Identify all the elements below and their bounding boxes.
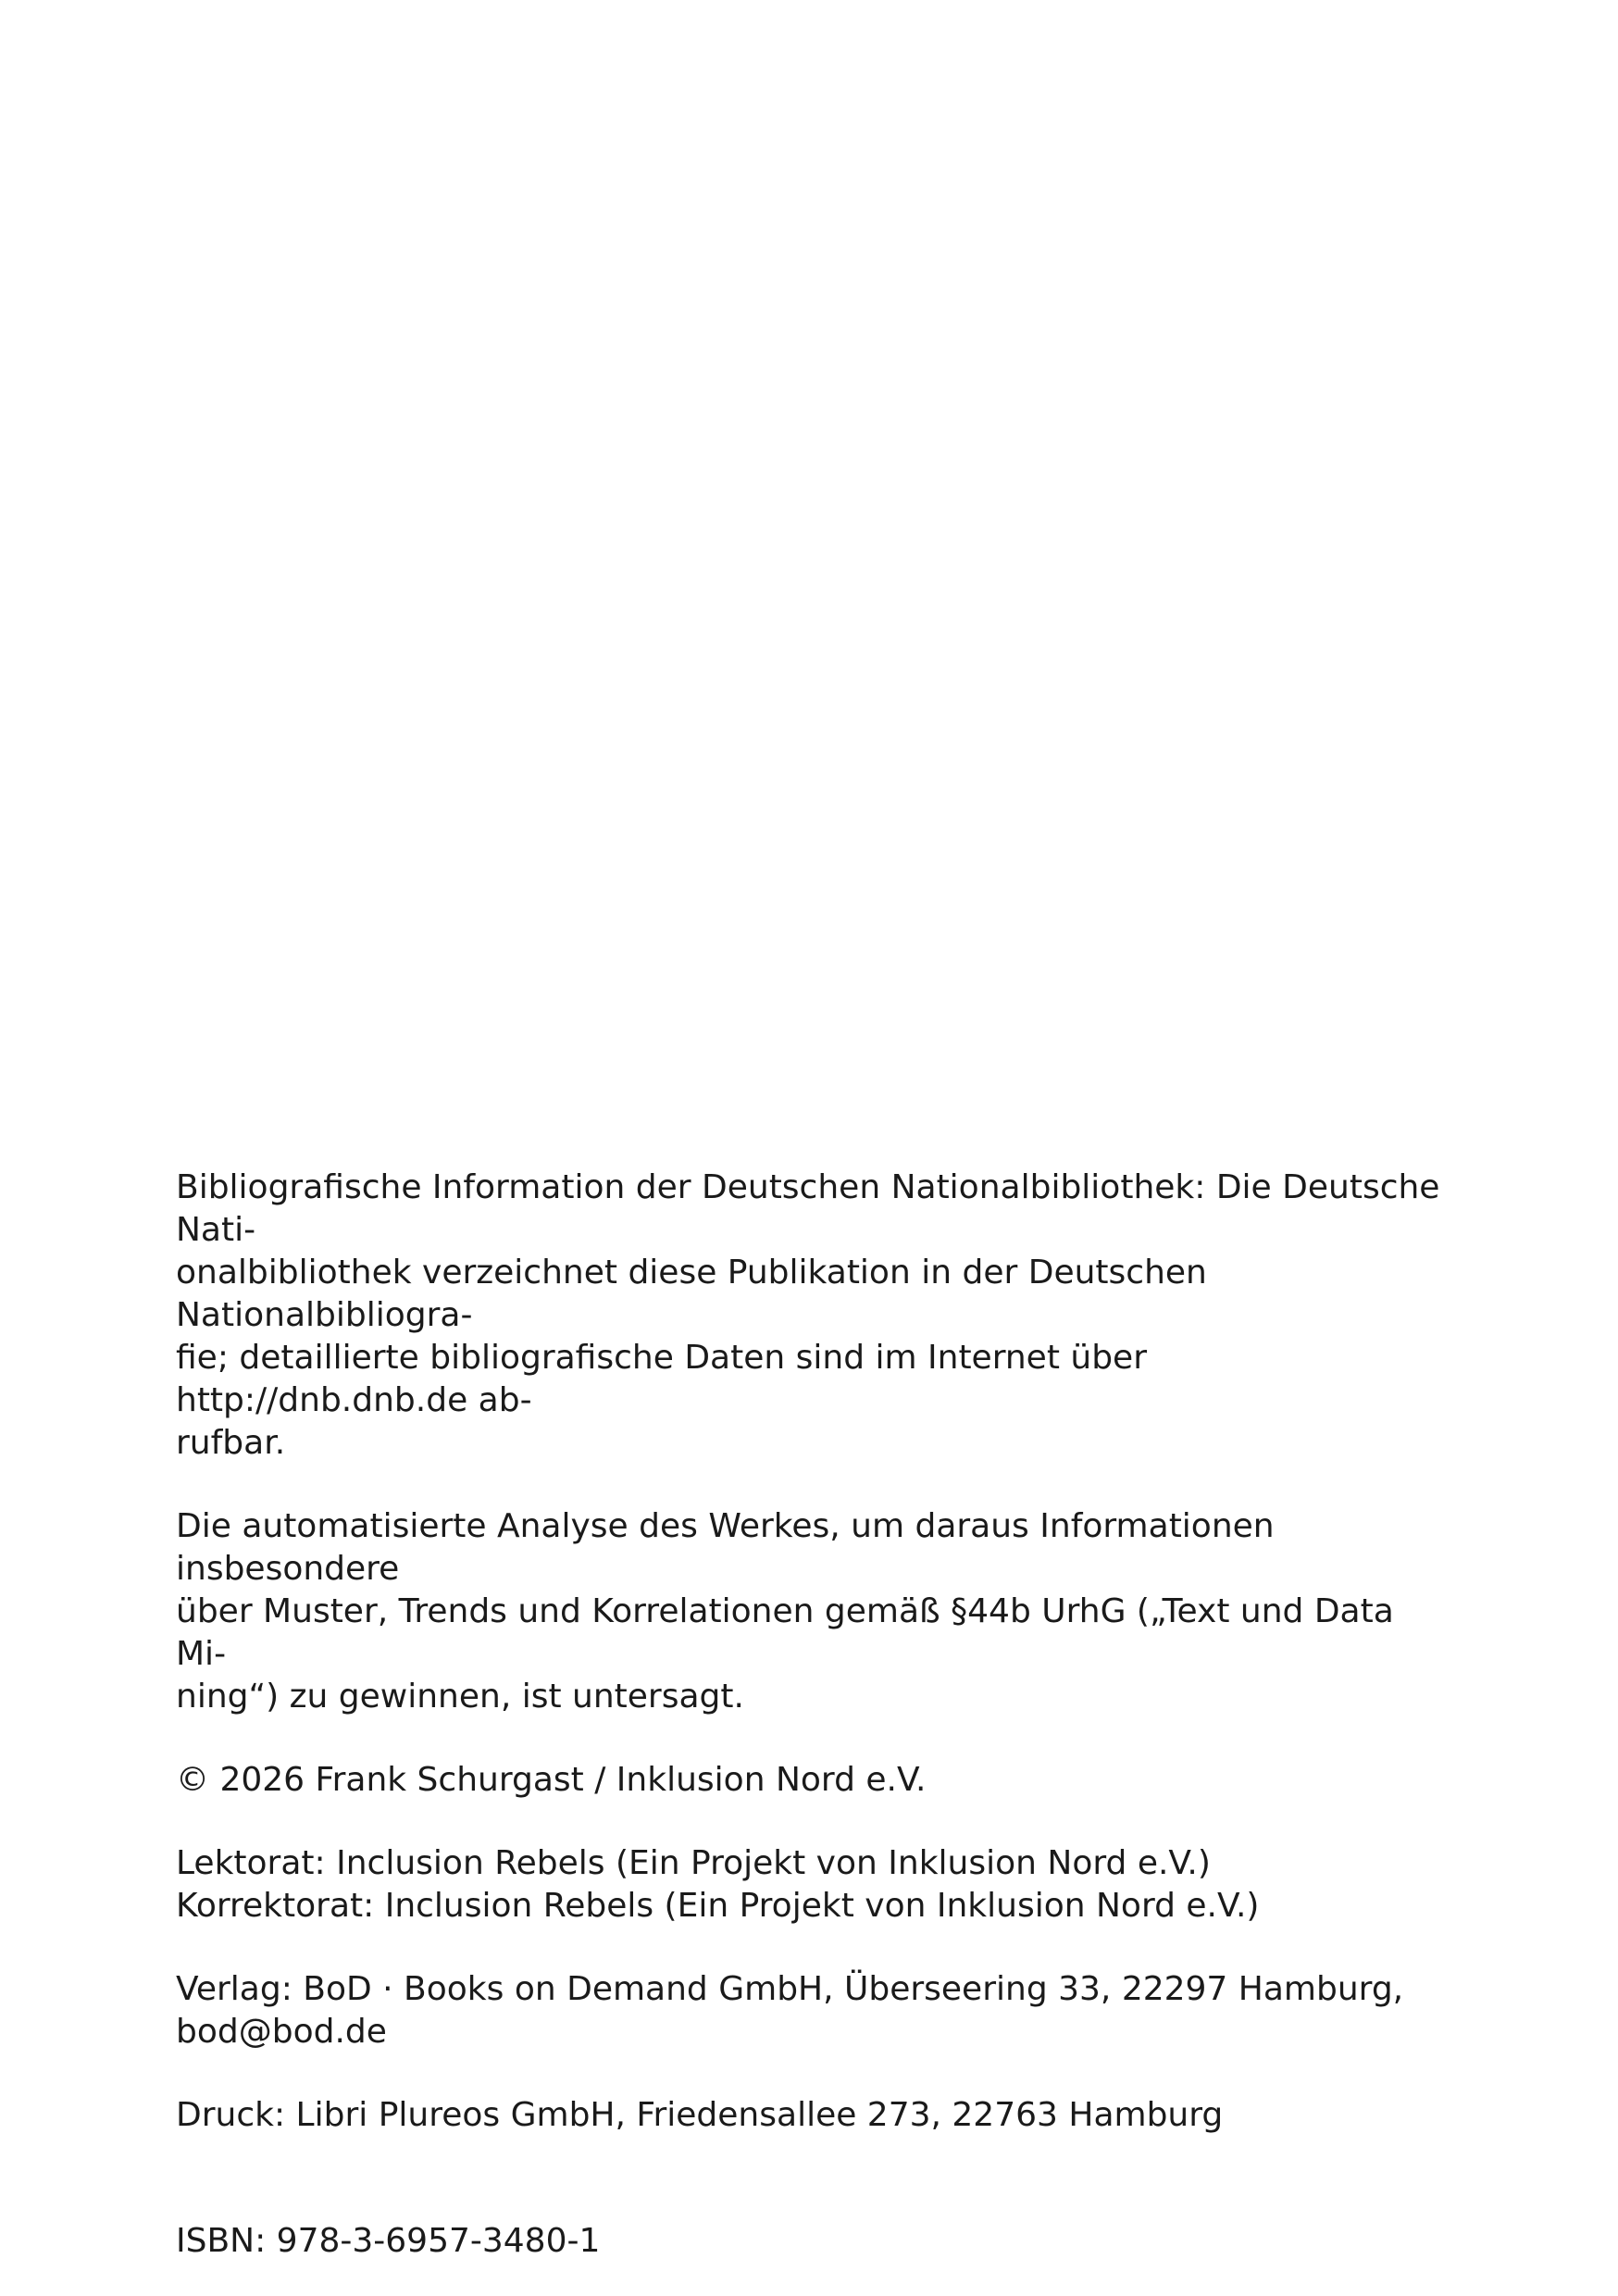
dnb-info-line: Bibliografische Information der Deutschen Nationalbibliothek: Die Deutsche Nati-	[176, 1168, 1440, 1249]
copyright-line: © 2026 Frank Schurgast / Inklusion Nord e.V.	[176, 1761, 927, 1799]
lektorat-line: Lektorat: Inclusion Rebels (Ein Projekt von Inklusion Nord e.V.)	[176, 1844, 1211, 1882]
dnb-info-line: rufbar.	[176, 1424, 286, 1462]
isbn-line: ISBN: 978-3-6957-3480-1	[176, 2222, 601, 2260]
printer-line: Druck: Libri Plureos GmbH, Friedensallee 273, 22763 Hamburg	[176, 2096, 1224, 2134]
publisher-email: bod@bod.de	[176, 2013, 387, 2051]
dnb-info-line: fie; detaillierte bibliografische Daten sind im Internet über http://dnb.dnb.de ab-	[176, 1339, 1148, 1419]
publisher-line: Verlag: BoD · Books on Demand GmbH, Überseering 33, 22297 Hamburg,	[176, 1970, 1404, 2008]
imprint-page	[176, 1167, 1442, 2263]
dnb-info-line: onalbibliothek verzeichnet diese Publikation in der Deutschen Nationalbibliogra-	[176, 1254, 1207, 1334]
tdm-notice-line: ning“) zu gewinnen, ist untersagt.	[176, 1678, 744, 1716]
printer-info	[176, 2094, 1442, 2137]
tdm-notice-line: über Muster, Trends und Korrelationen gemäß §44b UrhG („Text und Data Mi-	[176, 1592, 1394, 1673]
tdm-notice-line: Die automatisierte Analyse des Werkes, um daraus Informationen insbesondere	[176, 1507, 1275, 1588]
text-data-mining-notice	[176, 1505, 1442, 1718]
isbn-block	[176, 2220, 1442, 2263]
editorial-credits	[176, 1842, 1442, 1928]
dnb-bibliographic-info	[176, 1167, 1442, 1465]
korrektorat-line: Korrektorat: Inclusion Rebels (Ein Projekt von Inklusion Nord e.V.)	[176, 1887, 1260, 1925]
copyright-notice	[176, 1759, 1442, 1802]
publisher-info	[176, 1968, 1442, 2053]
